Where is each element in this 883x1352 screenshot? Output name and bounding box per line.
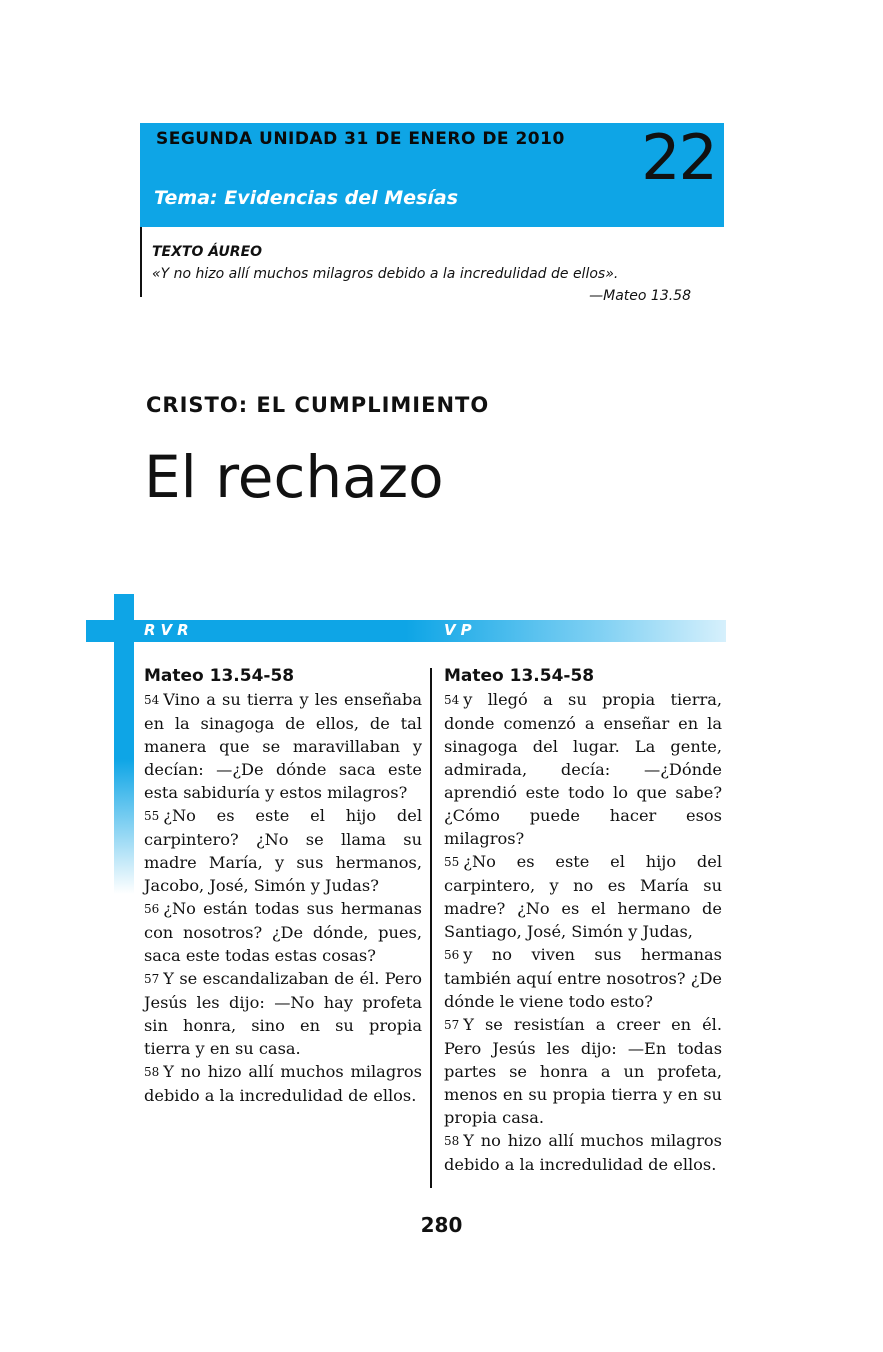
verse bbox=[144, 804, 422, 897]
verse-number: 56 bbox=[444, 948, 460, 962]
unit-date: SEGUNDA UNIDAD 31 DE ENERO DE 2010 bbox=[156, 129, 565, 149]
verse-text: ¿No es este el hijo del carpintero, y no es María su madre? ¿No es el hermano de Santiago, José, Simón y Judas, bbox=[444, 852, 722, 941]
verse-number: 54 bbox=[444, 693, 460, 707]
verse-text: Y se resistían a creer en él. Pero Jesús les dijo: —En todas partes se honra a un profeta, menos en su propia tierra y en su propia casa. bbox=[444, 1015, 722, 1127]
verse-number: 56 bbox=[144, 902, 160, 916]
verse bbox=[144, 897, 422, 967]
verse-text: ¿No es este el hijo del carpintero? ¿No se llama su madre María, y sus hermanos, Jacobo, José, Simón y Judas? bbox=[144, 806, 422, 895]
verse-text: y llegó a su propia tierra, donde comenzó a enseñar en la sinagoga del lugar. La gente, admirada, decía: —¿Dónde aprendió este todo lo que sabe? ¿Cómo puede hacer esos milagros? bbox=[444, 690, 722, 848]
verse-text: Y no hizo allí muchos milagros debido a la incredulidad de ellos. bbox=[444, 1131, 722, 1174]
verse bbox=[444, 1129, 722, 1176]
verse-number: 58 bbox=[444, 1134, 460, 1148]
verse-text: y no viven sus hermanas también aquí entre nosotros? ¿De dónde le viene todo esto? bbox=[444, 945, 722, 1011]
lesson-theme: Tema: Evidencias del Mesías bbox=[154, 187, 458, 209]
verse-text: Vino a su tierra y les enseñaba en la sinagoga de ellos, de tal manera que se maravillaban y decían: —¿De dónde saca este esta sabiduría y estos milagros? bbox=[144, 690, 422, 802]
verse bbox=[444, 943, 722, 1013]
verse-number: 58 bbox=[144, 1065, 160, 1079]
verse-number: 55 bbox=[144, 809, 160, 823]
left-column bbox=[144, 664, 422, 1107]
column-divider bbox=[430, 668, 432, 1188]
golden-text-rule bbox=[140, 227, 142, 297]
passage-reference: Mateo 13.54-58 bbox=[444, 666, 595, 686]
version-label-right: VP bbox=[444, 621, 477, 639]
verse-number: 57 bbox=[144, 972, 160, 986]
verse bbox=[444, 850, 722, 943]
verse-number: 54 bbox=[144, 693, 160, 707]
golden-text-label: TEXTO ÁUREO bbox=[152, 244, 263, 260]
verse bbox=[144, 967, 422, 1060]
verse bbox=[444, 1013, 722, 1129]
lesson-title: El rechazo bbox=[144, 443, 444, 511]
golden-text-reference: —Mateo 13.58 bbox=[589, 288, 691, 304]
series-title: CRISTO: EL CUMPLIMIENTO bbox=[146, 393, 490, 417]
lesson-number: 22 bbox=[641, 121, 716, 194]
verse-number: 57 bbox=[444, 1018, 460, 1032]
verse-text: Y se escandalizaban de él. Pero Jesús les dijo: —No hay profeta sin honra, sino en su propia tierra y en su casa. bbox=[144, 969, 422, 1058]
verse-text: ¿No están todas sus hermanas con nosotros? ¿De dónde, pues, saca este todas estas cosas? bbox=[144, 899, 422, 965]
verse bbox=[144, 1060, 422, 1107]
golden-text-quote: «Y no hizo allí muchos milagros debido a la incredulidad de ellos». bbox=[152, 266, 619, 282]
verse-number: 55 bbox=[444, 855, 460, 869]
lesson-header bbox=[140, 123, 724, 227]
verse bbox=[444, 688, 722, 850]
verse bbox=[144, 688, 422, 804]
verse-text: Y no hizo allí muchos milagros debido a la incredulidad de ellos. bbox=[144, 1062, 422, 1105]
version-label-left: RVR bbox=[144, 621, 194, 639]
passage-reference: Mateo 13.54-58 bbox=[144, 666, 295, 686]
right-column bbox=[444, 664, 722, 1176]
version-bar bbox=[86, 620, 726, 642]
page-number: 280 bbox=[420, 1213, 463, 1237]
